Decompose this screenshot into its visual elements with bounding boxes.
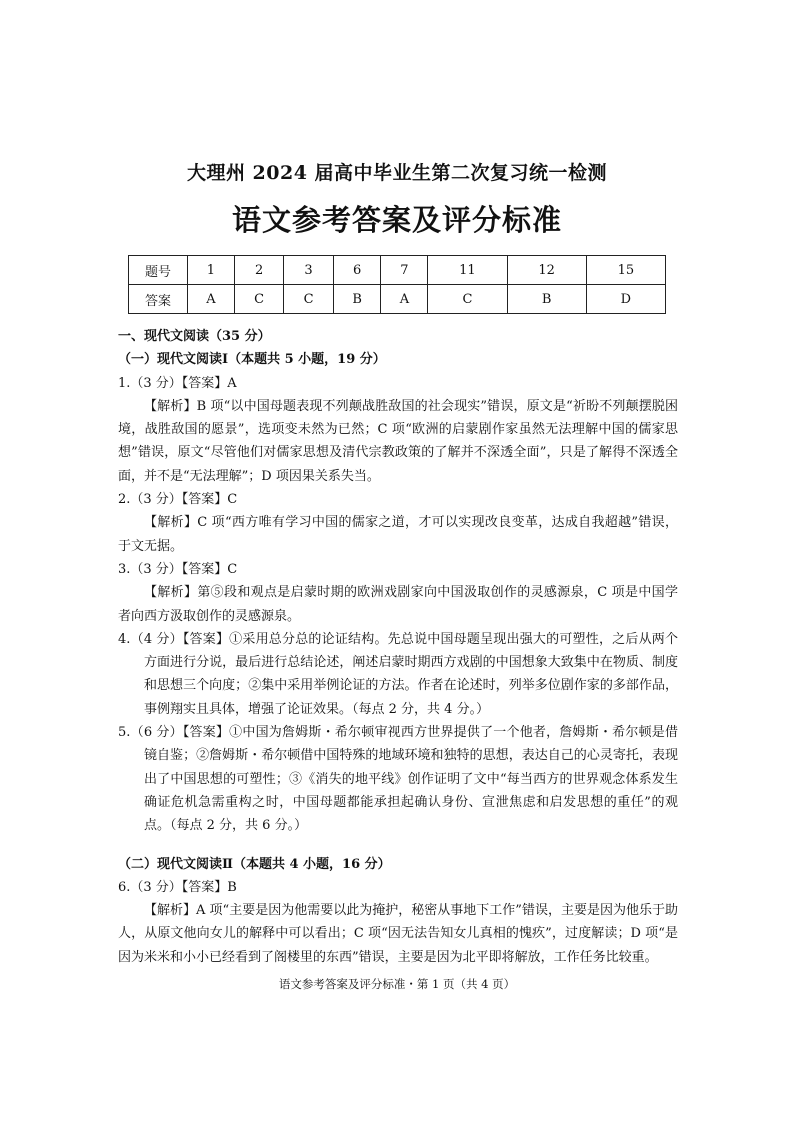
table-cell: A	[381, 285, 428, 314]
table-cell: 15	[586, 256, 665, 285]
question-answer: 3.（3 分）【答案】C	[118, 561, 238, 577]
table-cell: C	[428, 285, 507, 314]
table-cell: A	[188, 285, 235, 314]
table-cell: C	[284, 285, 333, 314]
question-answer: 6.（3 分）【答案】B	[118, 879, 237, 895]
table-cell: B	[507, 285, 586, 314]
question-answer: 1.（3 分）【答案】A	[118, 375, 237, 391]
table-cell: 12	[507, 256, 586, 285]
row-label-question: 题号	[129, 256, 188, 285]
table-cell: 11	[428, 256, 507, 285]
question-answer: 5.（6 分）【答案】①中国为詹姆斯・希尔顿审视西方世界提供了一个他者，詹姆斯・希尔顿是借镜自鉴；②詹姆斯・希尔顿借中国特殊的地域环境和独特的思想，表达自己的心灵寄托，表现出了中国思想的可塑性；③《消失的地平线》创作证明了文中“每当西方的世界观念体系发生确证危机急需重构之时，中国母题都能承担起确认身份、宣泄焦虑和启发思想的重任”的观点。（每点 2 分，共 6 分。）	[118, 725, 678, 834]
question-analysis: 【解析】第⑤段和观点是启蒙时期的欧洲戏剧家向中国汲取创作的灵感源泉，C 项是中国学者向西方汲取创作的灵感源泉。	[118, 585, 678, 624]
table-cell: D	[586, 285, 665, 314]
subsection-heading: （二）现代文阅读Ⅱ（本题共 4 小题，16 分）	[118, 856, 391, 872]
question-analysis: 【解析】B 项“以中国母题表现不列颠战胜敌国的社会现实”错误，原文是“祈盼不列颠摆脱困境，战胜敌国的愿景”，选项变未然为已然；C 项“欧洲的启蒙剧作家虽然无法理解中国的儒家思想”错误，原文“尽管他们对儒家思想及清代宗教政策的了解并不深透全面”，只是了解得不深透全面，并不是“无法理解”；D 项因果关系失当。	[118, 398, 678, 484]
page-footer: 语文参考答案及评分标准・第 1 页（共 4 页）	[278, 977, 516, 991]
answer-content	[118, 325, 678, 969]
question-number-row	[129, 256, 666, 285]
table-cell: B	[333, 285, 381, 314]
question-answer: 2.（3 分）【答案】C	[118, 492, 238, 508]
section-heading: 一、现代文阅读（35 分）	[118, 329, 271, 344]
document-title: 语文参考答案及评分标准	[231, 203, 562, 237]
answer-table	[128, 255, 666, 314]
spacer	[118, 838, 678, 853]
table-cell: 3	[284, 256, 333, 285]
table-cell: 7	[381, 256, 428, 285]
question-analysis: 【解析】A 项“主要是因为他需要以此为掩护，秘密从事地下工作”错误，主要是因为他乐于助人，从原文他向女儿的解释中可以看出；C 项“因无法告知女儿真相的愧疚”，过度解读；D 项“是因为米米和小小已经看到了阁楼里的东西”错误，主要是因为北平即将解放，工作任务比较重。	[118, 903, 678, 965]
exam-title: 大理州 2024 届高中毕业生第二次复习统一检测	[186, 162, 608, 184]
question-answer: 4.（4 分）【答案】①采用总分总的论证结构。先总说中国母题呈现出强大的可塑性，之后从两个方面进行分说，最后进行总结论述，阐述启蒙时期西方戏剧的中国想象大致集中在物质、制度和思想三个向度；②集中采用举例论证的方法。作者在论述时，列举多位剧作家的多部作品，事例翔实且具体，增强了论证效果。（每点 2 分，共 4 分。）	[118, 631, 678, 717]
table-cell: C	[234, 285, 283, 314]
table-cell: 2	[234, 256, 283, 285]
question-analysis: 【解析】C 项“西方唯有学习中国的儒家之道，才可以实现改良变革，达成自我超越”错误，于文无据。	[118, 515, 678, 554]
table-cell: 1	[188, 256, 235, 285]
row-label-answer: 答案	[129, 285, 188, 314]
table-cell: 6	[333, 256, 381, 285]
answer-row	[129, 285, 666, 314]
subsection-heading: （一）现代文阅读Ⅰ（本题共 5 小题，19 分）	[118, 352, 386, 368]
